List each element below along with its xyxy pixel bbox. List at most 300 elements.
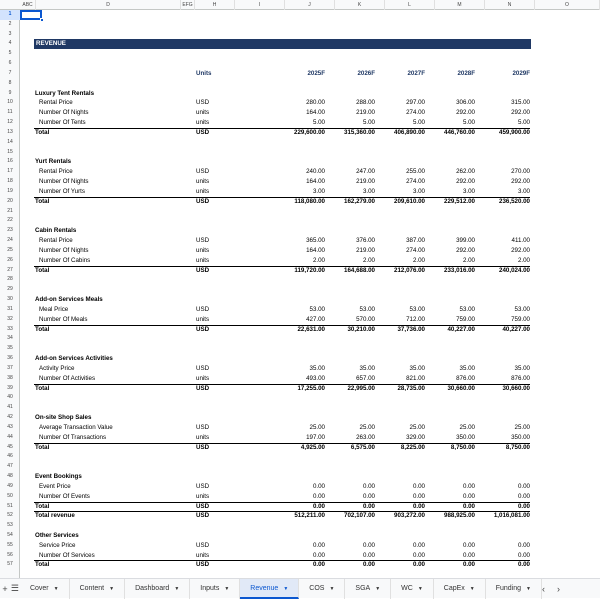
value-cell[interactable]: 5.00 — [517, 119, 530, 127]
row-number[interactable]: 54 — [7, 531, 13, 538]
row-number[interactable]: 26 — [7, 256, 13, 263]
value-cell[interactable]: 988,925.00 — [444, 512, 475, 520]
total-label[interactable]: Total — [35, 384, 50, 392]
value-cell[interactable]: 35.00 — [459, 364, 475, 372]
value-cell[interactable]: 40,227.00 — [447, 325, 475, 333]
value-cell[interactable]: 0.00 — [412, 482, 425, 490]
tab-cos[interactable] — [299, 579, 345, 599]
menu-icon[interactable]: ☰ — [10, 583, 19, 593]
value-cell[interactable]: 315,360.00 — [344, 128, 375, 136]
caret-down-icon[interactable]: ▼ — [329, 585, 335, 592]
row-label[interactable]: Number Of Events — [39, 492, 90, 500]
row-number[interactable]: 33 — [7, 325, 13, 332]
unit-cell[interactable]: USD — [196, 423, 210, 431]
caret-down-icon[interactable]: ▼ — [283, 585, 289, 592]
value-cell[interactable]: 3.00 — [362, 187, 375, 195]
value-cell[interactable]: 406,890.00 — [394, 128, 425, 136]
value-cell[interactable]: 0.00 — [312, 561, 325, 569]
caret-down-icon[interactable]: ▼ — [526, 585, 531, 592]
row-number[interactable]: 53 — [7, 522, 13, 529]
caret-down-icon[interactable]: ▼ — [417, 585, 423, 592]
total-label[interactable]: Total — [35, 502, 50, 510]
row-number[interactable]: 51 — [7, 502, 13, 509]
row-number[interactable]: 6 — [8, 60, 12, 67]
row-label[interactable]: Activity Price — [39, 364, 75, 372]
section-title[interactable]: Other Services — [35, 531, 79, 539]
value-cell[interactable]: 0.00 — [362, 551, 375, 559]
row-number[interactable]: 32 — [7, 315, 13, 322]
row-number[interactable]: 31 — [7, 305, 13, 312]
row-number[interactable]: 40 — [7, 394, 13, 401]
value-cell[interactable]: 0.00 — [517, 541, 530, 549]
value-cell[interactable]: 427.00 — [306, 315, 325, 323]
column-header[interactable]: J — [285, 0, 335, 10]
unit-cell[interactable]: USD — [196, 197, 210, 205]
unit-cell[interactable]: units — [196, 433, 210, 441]
section-title[interactable]: Luxury Tent Rentals — [35, 89, 95, 97]
value-cell[interactable]: 350.00 — [456, 433, 475, 441]
tab-cover[interactable] — [20, 579, 70, 599]
value-cell[interactable]: 164.00 — [306, 178, 325, 186]
caret-down-icon[interactable]: ▼ — [375, 585, 381, 592]
year-header[interactable]: 2029F — [512, 69, 530, 77]
value-cell[interactable]: 292.00 — [456, 109, 475, 117]
value-cell[interactable]: 240,024.00 — [499, 266, 530, 274]
value-cell[interactable]: 25.00 — [459, 423, 475, 431]
tab-sga[interactable] — [345, 579, 391, 599]
value-cell[interactable]: 512,211.00 — [294, 512, 325, 520]
row-number[interactable]: 3 — [8, 30, 12, 37]
row-number[interactable]: 44 — [7, 433, 13, 440]
value-cell[interactable]: 280.00 — [306, 99, 325, 107]
value-cell[interactable]: 376.00 — [356, 237, 375, 245]
section-title[interactable]: On-site Shop Sales — [35, 414, 92, 422]
value-cell[interactable]: 5.00 — [412, 119, 425, 127]
row-label[interactable]: Number Of Nights — [39, 178, 89, 186]
row-number[interactable]: 17 — [7, 168, 13, 175]
row-number[interactable]: 25 — [7, 246, 13, 253]
value-cell[interactable]: 411.00 — [511, 237, 530, 245]
row-label[interactable]: Number Of Meals — [39, 315, 88, 323]
value-cell[interactable]: 5.00 — [362, 119, 375, 127]
value-cell[interactable]: 459,900.00 — [499, 128, 530, 136]
unit-cell[interactable]: USD — [196, 364, 210, 372]
row-number[interactable]: 22 — [7, 217, 13, 224]
unit-cell[interactable]: USD — [196, 266, 210, 274]
row-label[interactable]: Number Of Nights — [39, 246, 89, 254]
value-cell[interactable]: 240.00 — [306, 168, 325, 176]
row-number[interactable]: 30 — [7, 296, 13, 303]
unit-cell[interactable]: USD — [196, 99, 210, 107]
value-cell[interactable]: 0.00 — [517, 482, 530, 490]
row-number[interactable]: 16 — [7, 158, 13, 165]
value-cell[interactable]: 40,227.00 — [502, 325, 530, 333]
value-cell[interactable]: 35.00 — [514, 364, 530, 372]
value-cell[interactable]: 8,750.00 — [505, 443, 530, 451]
tab-inputs[interactable] — [190, 579, 240, 599]
value-cell[interactable]: 0.00 — [462, 482, 475, 490]
fill-handle[interactable] — [40, 18, 44, 22]
year-header[interactable]: 2025F — [307, 69, 325, 77]
value-cell[interactable]: 22,995.00 — [347, 384, 375, 392]
value-cell[interactable]: 329.00 — [406, 433, 425, 441]
value-cell[interactable]: 25.00 — [309, 423, 325, 431]
value-cell[interactable]: 365.00 — [306, 237, 325, 245]
value-cell[interactable]: 0.00 — [462, 492, 475, 500]
column-header[interactable]: K — [335, 0, 385, 10]
column-header[interactable]: N — [485, 0, 535, 10]
row-label[interactable]: Rental Price — [39, 99, 73, 107]
unit-cell[interactable]: USD — [196, 561, 210, 569]
caret-down-icon[interactable]: ▼ — [109, 585, 115, 592]
value-cell[interactable]: 22,631.00 — [297, 325, 325, 333]
row-number[interactable]: 35 — [7, 345, 13, 352]
value-cell[interactable]: 263.00 — [356, 433, 375, 441]
row-label[interactable]: Rental Price — [39, 237, 73, 245]
value-cell[interactable]: 164,688.00 — [344, 266, 375, 274]
row-number[interactable]: 2 — [8, 20, 12, 27]
row-number[interactable]: 45 — [7, 443, 13, 450]
row-number[interactable]: 9 — [8, 89, 12, 96]
unit-cell[interactable]: units — [196, 187, 210, 195]
section-title[interactable]: Event Bookings — [35, 473, 82, 480]
value-cell[interactable]: 8,750.00 — [450, 443, 475, 451]
value-cell[interactable]: 25.00 — [514, 423, 530, 431]
value-cell[interactable]: 2.00 — [517, 256, 530, 264]
value-cell[interactable]: 17,255.00 — [297, 384, 325, 392]
grand-total-label[interactable]: Total revenue — [35, 512, 75, 520]
row-number[interactable]: 13 — [7, 128, 13, 135]
value-cell[interactable]: 0.00 — [312, 541, 325, 549]
unit-cell[interactable]: units — [196, 256, 210, 264]
value-cell[interactable]: 0.00 — [462, 551, 475, 559]
year-header[interactable]: 2026F — [357, 69, 375, 77]
value-cell[interactable]: 399.00 — [456, 237, 475, 245]
value-cell[interactable]: 162,279.00 — [344, 197, 375, 205]
value-cell[interactable]: 4,925.00 — [300, 443, 325, 451]
row-number[interactable]: 12 — [7, 119, 13, 126]
value-cell[interactable]: 288.00 — [356, 99, 375, 107]
value-cell[interactable]: 3.00 — [312, 187, 325, 195]
value-cell[interactable]: 292.00 — [456, 246, 475, 254]
unit-cell[interactable]: units — [196, 246, 210, 254]
unit-cell[interactable]: USD — [196, 482, 210, 490]
value-cell[interactable]: 446,760.00 — [444, 128, 475, 136]
value-cell[interactable]: 712.00 — [406, 315, 425, 323]
value-cell[interactable]: 274.00 — [406, 246, 425, 254]
value-cell[interactable]: 570.00 — [356, 315, 375, 323]
unit-cell[interactable]: USD — [196, 168, 210, 176]
tab-revenue[interactable] — [240, 579, 299, 599]
value-cell[interactable]: 2.00 — [462, 256, 475, 264]
value-cell[interactable]: 236,520.00 — [499, 197, 530, 205]
value-cell[interactable]: 8,225.00 — [400, 443, 425, 451]
value-cell[interactable]: 0.00 — [412, 551, 425, 559]
unit-cell[interactable]: units — [196, 551, 210, 559]
value-cell[interactable]: 53.00 — [409, 305, 425, 313]
row-number[interactable]: 36 — [7, 355, 13, 362]
tab-capex[interactable] — [434, 579, 486, 599]
value-cell[interactable]: 0.00 — [362, 482, 375, 490]
value-cell[interactable]: 35.00 — [359, 364, 375, 372]
value-cell[interactable]: 219.00 — [356, 109, 375, 117]
value-cell[interactable]: 350.00 — [511, 433, 530, 441]
value-cell[interactable]: 821.00 — [406, 374, 425, 382]
value-cell[interactable]: 759.00 — [511, 315, 530, 323]
total-label[interactable]: Total — [35, 561, 50, 569]
row-number[interactable]: 28 — [7, 276, 13, 283]
value-cell[interactable]: 28,735.00 — [397, 384, 425, 392]
row-number[interactable]: 19 — [7, 187, 13, 194]
value-cell[interactable]: 387.00 — [406, 237, 425, 245]
value-cell[interactable]: 274.00 — [406, 109, 425, 117]
unit-cell[interactable]: units — [196, 178, 210, 186]
plus-icon[interactable]: + — [2, 583, 8, 594]
unit-cell[interactable]: USD — [196, 325, 210, 333]
year-header[interactable]: 2028F — [457, 69, 475, 77]
row-label[interactable]: Service Price — [39, 541, 76, 549]
row-number[interactable]: 11 — [7, 109, 13, 116]
row-number[interactable]: 5 — [8, 50, 12, 57]
tab-content[interactable] — [70, 579, 125, 599]
value-cell[interactable]: 247.00 — [356, 168, 375, 176]
row-number[interactable]: 55 — [7, 541, 13, 548]
value-cell[interactable]: 35.00 — [309, 364, 325, 372]
row-label[interactable]: Number Of Transactions — [39, 433, 107, 441]
row-number[interactable]: 1 — [0, 10, 20, 20]
caret-down-icon[interactable]: ▼ — [53, 585, 59, 592]
value-cell[interactable]: 53.00 — [309, 305, 325, 313]
row-number[interactable]: 48 — [7, 473, 13, 479]
value-cell[interactable]: 3.00 — [412, 187, 425, 195]
value-cell[interactable]: 292.00 — [456, 178, 475, 186]
unit-cell[interactable]: units — [196, 374, 210, 382]
column-header[interactable]: EFG — [181, 0, 195, 10]
value-cell[interactable]: 292.00 — [511, 109, 530, 117]
row-label[interactable]: Number Of Nights — [39, 109, 89, 117]
row-label[interactable]: Number Of Tents — [39, 119, 86, 127]
row-number[interactable]: 47 — [7, 463, 13, 470]
section-title[interactable]: Cabin Rentals — [35, 227, 77, 235]
value-cell[interactable]: 53.00 — [514, 305, 530, 313]
value-cell[interactable]: 5.00 — [312, 119, 325, 127]
value-cell[interactable]: 30,660.00 — [447, 384, 475, 392]
value-cell[interactable]: 2.00 — [362, 256, 375, 264]
row-number[interactable]: 29 — [7, 286, 13, 293]
column-header[interactable]: M — [435, 0, 485, 10]
tab-dashboard[interactable] — [125, 579, 190, 599]
row-number[interactable]: 39 — [7, 384, 13, 391]
value-cell[interactable]: 297.00 — [406, 99, 425, 107]
chevron-right-icon[interactable]: › — [557, 583, 560, 594]
row-label[interactable]: Number Of Services — [39, 551, 95, 559]
value-cell[interactable]: 233,016.00 — [444, 266, 475, 274]
unit-cell[interactable]: USD — [196, 502, 210, 510]
value-cell[interactable]: 35.00 — [409, 364, 425, 372]
row-number[interactable]: 27 — [7, 266, 13, 273]
row-label[interactable]: Meal Price — [39, 305, 69, 313]
unit-cell[interactable]: units — [196, 315, 210, 323]
value-cell[interactable]: 212,076.00 — [394, 266, 425, 274]
value-cell[interactable]: 0.00 — [517, 551, 530, 559]
unit-cell[interactable]: units — [196, 492, 210, 500]
total-label[interactable]: Total — [35, 325, 50, 333]
value-cell[interactable]: 274.00 — [406, 178, 425, 186]
row-number[interactable]: 46 — [7, 453, 13, 460]
unit-cell[interactable]: USD — [196, 384, 210, 392]
value-cell[interactable]: 209,610.00 — [394, 197, 425, 205]
row-number[interactable]: 56 — [7, 551, 13, 558]
row-number[interactable]: 52 — [7, 512, 13, 519]
row-label[interactable]: Number Of Activities — [39, 374, 96, 382]
value-cell[interactable]: 6,575.00 — [350, 443, 375, 451]
value-cell[interactable]: 1,016,081.00 — [493, 512, 530, 520]
value-cell[interactable]: 25.00 — [409, 423, 425, 431]
value-cell[interactable]: 292.00 — [511, 178, 530, 186]
column-header[interactable]: L — [385, 0, 435, 10]
column-header[interactable]: I — [235, 0, 285, 10]
row-number[interactable]: 15 — [7, 148, 13, 155]
value-cell[interactable]: 0.00 — [312, 492, 325, 500]
value-cell[interactable]: 292.00 — [511, 246, 530, 254]
value-cell[interactable]: 3.00 — [517, 187, 530, 195]
column-header[interactable]: O — [535, 0, 600, 10]
value-cell[interactable]: 0.00 — [312, 502, 325, 510]
value-cell[interactable]: 270.00 — [511, 168, 530, 176]
value-cell[interactable]: 759.00 — [456, 315, 475, 323]
row-label[interactable]: Rental Price — [39, 168, 73, 176]
section-title[interactable]: Yurt Rentals — [35, 158, 72, 166]
value-cell[interactable]: 0.00 — [412, 492, 425, 500]
row-number[interactable]: 20 — [7, 197, 13, 204]
row-number[interactable]: 4 — [8, 40, 12, 47]
value-cell[interactable]: 53.00 — [459, 305, 475, 313]
value-cell[interactable]: 306.00 — [456, 99, 475, 107]
column-header[interactable]: D — [36, 0, 181, 10]
value-cell[interactable]: 876.00 — [511, 374, 530, 382]
unit-cell[interactable]: USD — [196, 512, 210, 520]
tab-funding[interactable] — [486, 579, 542, 599]
row-number[interactable]: 10 — [7, 99, 13, 106]
value-cell[interactable]: 657.00 — [356, 374, 375, 382]
value-cell[interactable]: 0.00 — [412, 561, 425, 569]
value-cell[interactable]: 0.00 — [312, 482, 325, 490]
row-label[interactable]: Number Of Cabins — [39, 256, 91, 264]
row-number[interactable]: 7 — [8, 69, 12, 76]
selected-cell[interactable] — [20, 10, 42, 20]
value-cell[interactable]: 37,736.00 — [397, 325, 425, 333]
value-cell[interactable]: 25.00 — [359, 423, 375, 431]
row-number[interactable]: 23 — [7, 227, 13, 234]
unit-cell[interactable]: USD — [196, 541, 210, 549]
value-cell[interactable]: 164.00 — [306, 246, 325, 254]
value-cell[interactable]: 164.00 — [306, 109, 325, 117]
value-cell[interactable]: 0.00 — [412, 502, 425, 510]
value-cell[interactable]: 2.00 — [412, 256, 425, 264]
row-number[interactable]: 34 — [7, 335, 13, 342]
value-cell[interactable]: 0.00 — [462, 561, 475, 569]
row-number[interactable]: 24 — [7, 237, 13, 244]
row-number[interactable]: 57 — [7, 561, 13, 568]
value-cell[interactable]: 219.00 — [356, 246, 375, 254]
row-number[interactable]: 21 — [7, 207, 13, 214]
row-number[interactable]: 37 — [7, 364, 13, 371]
value-cell[interactable]: 315.00 — [511, 99, 530, 107]
unit-cell[interactable]: USD — [196, 128, 210, 136]
row-number[interactable]: 50 — [7, 492, 13, 499]
value-cell[interactable]: 255.00 — [406, 168, 425, 176]
row-number[interactable]: 43 — [7, 423, 13, 430]
value-cell[interactable]: 0.00 — [517, 561, 530, 569]
value-cell[interactable]: 0.00 — [312, 551, 325, 559]
row-label[interactable]: Average Transaction Value — [39, 423, 113, 431]
total-label[interactable]: Total — [35, 443, 50, 451]
row-label[interactable]: Event Price — [39, 482, 71, 490]
caret-down-icon[interactable]: ▼ — [469, 585, 475, 592]
value-cell[interactable]: 2.00 — [312, 256, 325, 264]
value-cell[interactable]: 493.00 — [306, 374, 325, 382]
total-label[interactable]: Total — [35, 197, 50, 205]
unit-cell[interactable]: USD — [196, 305, 210, 313]
value-cell[interactable]: 0.00 — [362, 541, 375, 549]
unit-cell[interactable]: USD — [196, 237, 210, 245]
value-cell[interactable]: 3.00 — [462, 187, 475, 195]
value-cell[interactable]: 0.00 — [362, 502, 375, 510]
unit-cell[interactable]: units — [196, 119, 210, 127]
column-header[interactable]: H — [195, 0, 235, 10]
row-number[interactable]: 42 — [7, 414, 13, 421]
value-cell[interactable]: 30,210.00 — [347, 325, 375, 333]
value-cell[interactable]: 0.00 — [517, 502, 530, 510]
units-header[interactable]: Units — [196, 69, 212, 77]
section-title[interactable]: Add-on Services Activities — [35, 355, 113, 363]
value-cell[interactable]: 5.00 — [462, 119, 475, 127]
row-label[interactable]: Number Of Yurts — [39, 187, 85, 195]
value-cell[interactable]: 0.00 — [412, 541, 425, 549]
value-cell[interactable]: 0.00 — [462, 541, 475, 549]
caret-down-icon[interactable]: ▼ — [174, 585, 180, 592]
value-cell[interactable]: 229,600.00 — [294, 128, 325, 136]
year-header[interactable]: 2027F — [407, 69, 425, 77]
value-cell[interactable]: 119,720.00 — [294, 266, 325, 274]
value-cell[interactable]: 903,272.00 — [394, 512, 425, 520]
unit-cell[interactable]: units — [196, 109, 210, 117]
value-cell[interactable]: 0.00 — [362, 492, 375, 500]
total-label[interactable]: Total — [35, 266, 50, 274]
row-number[interactable]: 41 — [7, 404, 13, 411]
value-cell[interactable]: 262.00 — [456, 168, 475, 176]
row-number[interactable]: 49 — [7, 482, 13, 489]
value-cell[interactable]: 118,080.00 — [294, 197, 325, 205]
caret-down-icon[interactable]: ▼ — [224, 585, 230, 592]
row-number[interactable]: 38 — [7, 374, 13, 381]
value-cell[interactable]: 876.00 — [456, 374, 475, 382]
value-cell[interactable]: 219.00 — [356, 178, 375, 186]
column-header[interactable]: ABC — [20, 0, 36, 10]
value-cell[interactable]: 30,660.00 — [502, 384, 530, 392]
value-cell[interactable]: 702,107.00 — [344, 512, 375, 520]
value-cell[interactable]: 0.00 — [462, 502, 475, 510]
value-cell[interactable]: 53.00 — [359, 305, 375, 313]
row-number[interactable]: 8 — [8, 79, 12, 86]
value-cell[interactable]: 229,512.00 — [444, 197, 475, 205]
total-label[interactable]: Total — [35, 128, 50, 136]
value-cell[interactable]: 197.00 — [306, 433, 325, 441]
chevron-left-icon[interactable]: ‹ — [542, 583, 545, 594]
tab-wc[interactable] — [391, 579, 434, 599]
section-title[interactable]: Add-on Services Meals — [35, 296, 103, 304]
value-cell[interactable]: 0.00 — [517, 492, 530, 500]
